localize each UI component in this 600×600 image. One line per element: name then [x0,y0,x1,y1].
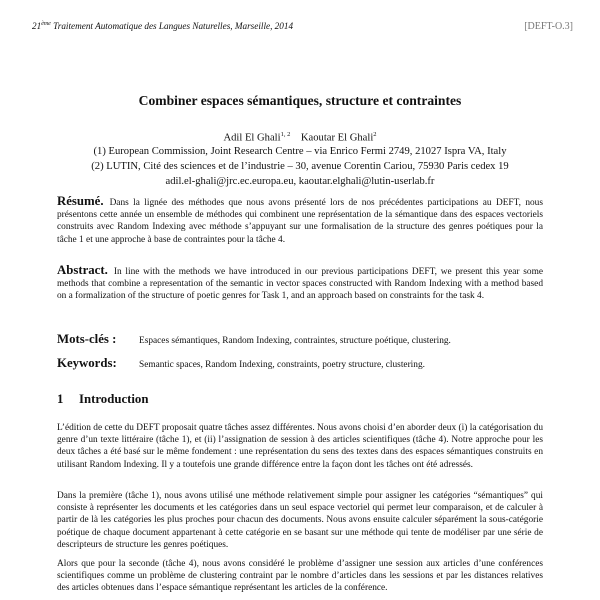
body-paragraph: Dans la première (tâche 1), nous avons utilisé une méthode relativement simple pour assigner les catégories “sémantiques” qui consiste à représenter les documents et les catégories dans un seul espace vectoriel qui permet leur comparaison, et de calculer à partir de là les catégories les plus proches pour chacun des documents. Nous avons ensuite calculer séparément la sous-catégorie poétique de chaque document appartenant à cette catégorie en se basant sur une méthode qui tente de modéliser par une série de descripteurs de structure les genres poétiques. [57,491,543,550]
body-paragraph: L’édition de cette du DEFT proposait quatre tâches assez différentes. Nous avons choisi d’en aborder deux (i) la catégorisation du genre d’un texte littéraire (tâche 1), et (ii) l’assignation de session à des articles scientifiques (tâche 4). Notre approche pour les deux tâches a été basé sur le même fondement : une représentation du sens des textes dans des espaces sémantiques construits en utilisant Random Indexing. Il y a toutefois une grande différence entre la façon dont les tâches ont été adressés. [57,423,543,470]
keywords-en-text: Semantic spaces, Random Indexing, constraints, poetry structure, clustering. [139,360,425,370]
abstract-text: In line with the methods we have introduced in our previous participations DEFT, we present this year some methods that combine a representation of the semantic in vector spaces constructed with Random Indexing with a method based on a formalization of the structure of poetic genres for Task 1, and an approach based on constraints for the task 4. [57,267,543,302]
abstract-heading: Abstract. [57,263,108,277]
keywords-en-heading: Keywords: [57,356,117,370]
resume-text: Dans la lignée des méthodes que nous avons présenté lors de nos précédentes participations au DEFT, nous présentons cette année un ensemble de méthodes qui combinent une représentation de la sémantique dans des espaces vectoriels construits avec Random Indexing avec méthode s’appuyant sur une formalisation de la structure des genres poétiques pour la tâche 1 et une approche à base de contraintes pour la tâche 4. [57,198,543,245]
paper-title: Combiner espaces sémantiques, structure et contraintes [138,93,462,108]
author-list [0,131,600,144]
author-emails: adil.el-ghali@jrc.ec.europa.eu, kaoutar.elghali@lutin-userlab.fr [165,176,435,187]
section-number: 1 [57,392,64,406]
keywords-en-row [57,354,543,372]
paper-id: [DEFT-O.3] [524,21,573,32]
abstract-block [57,264,543,303]
author-name: Kaoutar El Ghali [300,132,374,144]
affiliation-line: (2) LUTIN, Cité des sciences et de l’industrie – 30, avenue Corentin Cariou, 75930 Paris cedex 19 [91,161,509,172]
author-name: Adil El Ghali [223,132,281,144]
author-affil-marker: 2 [373,131,377,138]
affiliation-line: (1) European Commission, Joint Research Centre – via Enrico Fermi 2749, 21027 Ispra VA, Italy [93,146,507,157]
keywords-fr-row [57,330,543,348]
conference-ordinal-suffix: ème [41,21,51,27]
conference-name: Traitement Automatique des Langues Naturelles, Marseille, 2014 [53,21,294,32]
section-title: Introduction [79,392,149,406]
keywords-fr-text: Espaces sémantiques, Random Indexing, contraintes, structure poétique, clustering. [139,336,451,346]
conference-ordinal: 21 [32,21,42,32]
author-affil-marker: 1, 2 [280,131,291,138]
keywords-fr-heading: Mots-clés : [57,332,117,346]
body-paragraph: Alors que pour la seconde (tâche 4), nous avons considéré le problème d’assigner une session aux articles d’une conférences scientifiques comme un problème de clustering contraint par le nombre d’articles dans les sessions et par les distances relatives des articles obtenues dans l’espace sémantique représentant les articles de la conférence. [57,559,543,594]
resume-heading: Résumé. [57,194,104,208]
resume-block [57,195,543,246]
running-head [32,21,293,31]
section-heading [57,392,148,407]
